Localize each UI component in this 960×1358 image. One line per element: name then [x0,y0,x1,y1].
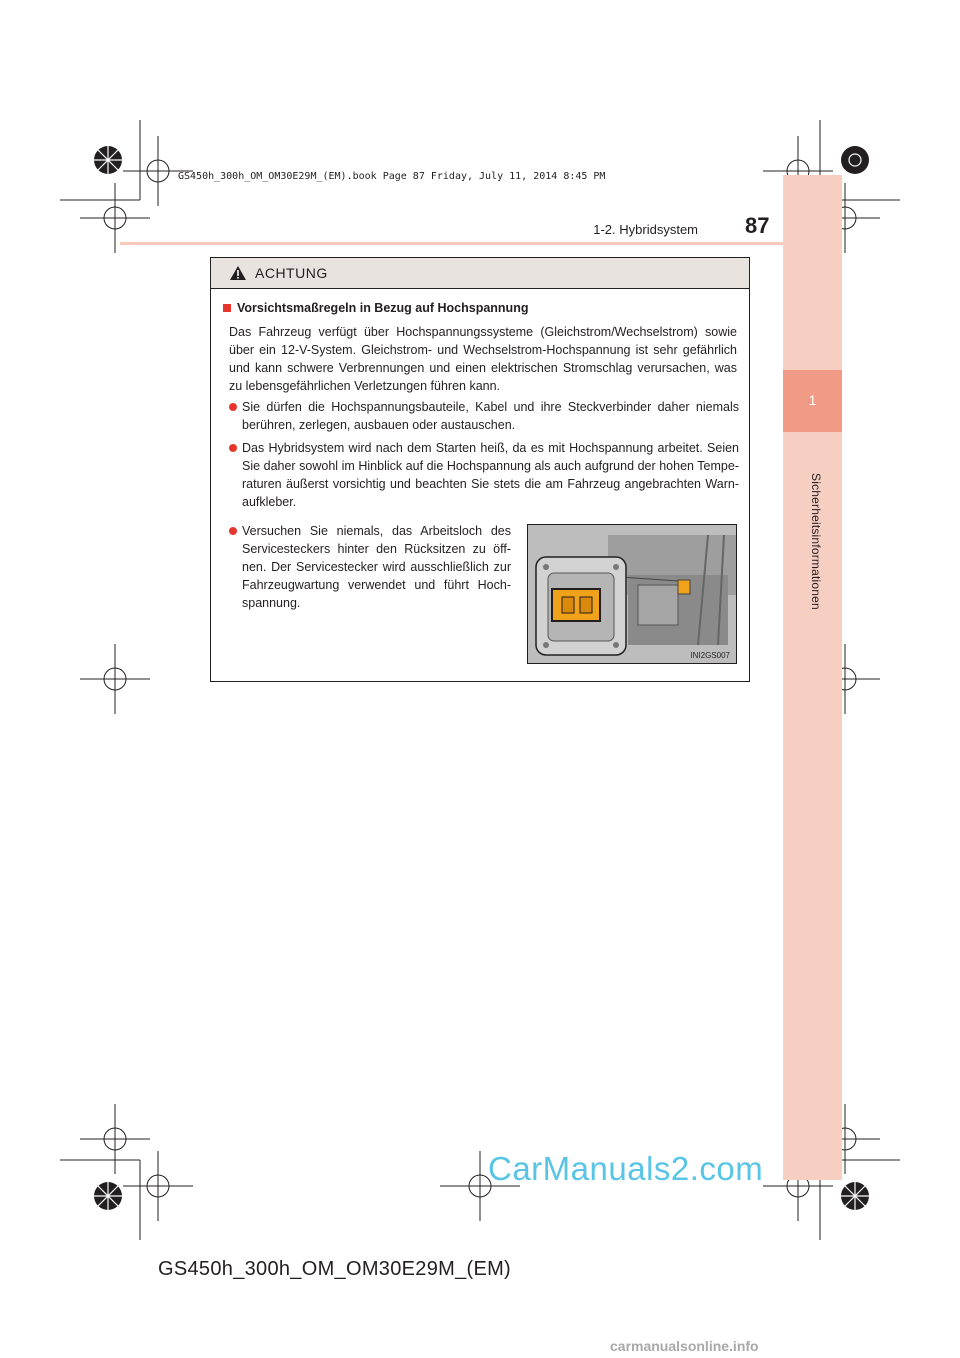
warning-header [211,258,749,289]
service-plug-illustration [528,525,736,663]
image-caption: INI2GS007 [690,651,730,660]
square-bullet-icon [223,304,231,312]
footer-document-id: GS450h_300h_OM_OM30E29M_(EM) [158,1258,512,1280]
warning-subheading: Vorsichtsmaßregeln in Bezug auf Hochspannung [223,301,528,315]
header-rule [120,242,783,245]
sidebar-band [783,175,842,1180]
page-number: 87 [745,213,770,238]
chapter-title: Sicherheitsinformationen [809,473,823,610]
warning-box [210,257,750,682]
warning-intro: Das Fahrzeug verfügt über Hochspannungssysteme (Gleichstrom/Wechselstrom) sowie über ein 12-V-System. Gleichstrom- und Wechselstrom-Hochspannung ist sehr gefährlich und kann schwere Verbrennungen und einen elektrischen Stromschlag verursachen, was zu lebensgefährlichen Verletzungen führen kann. [229,325,737,393]
warning-triangle-icon [229,265,247,281]
book-stamp: GS450h_300h_OM_OM30E29M_(EM).book Page 87 Friday, July 11, 2014 8:45 PM [178,171,606,182]
watermark-secondary[interactable]: carmanualsonline.info [610,1338,759,1354]
warning-bullet: Sie dürfen die Hochspannungsbauteile, Kabel und ihre Steckverbinder daher niemals berühren, zerlegen, ausbauen oder austauschen. [229,398,739,434]
section-title: 1-2. Hybridsystem [593,222,698,237]
warning-bullet: Versuchen Sie niemals, das Arbeitsloch des Servicesteckers hinter den Rücksitzen zu öff-nen. Der Servicestecker wird ausschließlich zur Fahrzeugwartung verwendet und führt Hoch-spannung. [229,522,511,612]
chapter-tab[interactable] [783,370,842,432]
watermark-primary[interactable]: CarManuals2.com [488,1150,764,1187]
bullet-dot-icon [229,444,237,452]
warning-bullet: Das Hybridsystem wird nach dem Starten heiß, da es mit Hochspannung arbeitet. Seien Sie daher sowohl im Hinblick auf die Hochspannung als auch aufgrund der hohen Tempe-raturen äußerst vorsichtig und beachten Sie stets die am Fahrzeug angebrachten Warn-aufkleber. [229,439,739,511]
warning-title: ACHTUNG [255,265,328,281]
bullet-dot-icon [229,527,237,535]
bullet-dot-icon [229,403,237,411]
chapter-number: 1 [808,392,817,408]
service-plug-photo [527,524,737,664]
